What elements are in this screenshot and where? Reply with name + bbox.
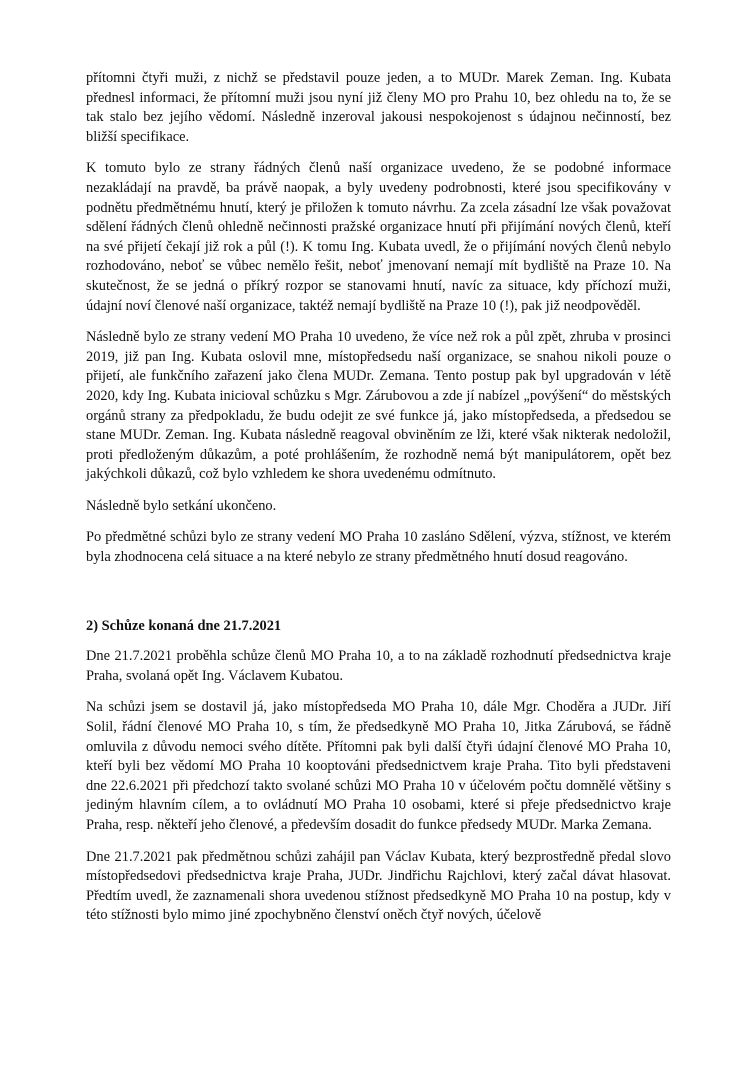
section-heading: 2) Schůze konaná dne 21.7.2021 — [86, 617, 282, 634]
section-spacer — [86, 580, 671, 617]
paragraph: přítomni čtyři muži, z nichž se představil pouze jeden, a to MUDr. Marek Zeman. Ing. Kubata přednesl informaci, že přítomní muži jsou nyní již členy MO pro Prahu 10, bez ohledu na to, že se tak stalo bez jejího vědomí. Následně inzeroval jakousi nespokojenost s údajnou nečinností, bez bližší specifikace. — [86, 70, 671, 145]
paragraph: Následně bylo ze strany vedení MO Praha 10 uvedeno, že více než rok a půl zpět, zhruba v prosinci 2019, již pan Ing. Kubata oslovil mne, místopředsedu naší organizace, se snahou nikoli pouze o přijetí, ale funkčního zařazení jako člena MUDr. Zemana. Tento postup pak byl upgradován v létě 2020, kdy Ing. Kubata inicioval schůzku s Mgr. Zárubovou a zde jí nabízel „povýšení“ do městských orgánů strany za předpokladu, že budu odejit ze své funkce já, jako místopředseda, a předsedou se stane MUDr. Zeman. Ing. Kubata následně reagoval obviněním ze lži, které však nikterak nedoložil, proti předloženým důkazům, a poté prohlášením, že rozhodně nemá být manipulátorem, opět bez jakýchkoli důkazů, což bylo vzhledem ke shora uvedenému odmítnuto. — [86, 329, 671, 483]
paragraph: Na schůzi jsem se dostavil já, jako místopředseda MO Praha 10, dále Mgr. Choděra a JUDr. Jiří Solil, řádní členové MO Praha 10, s tím, že předsedkyně MO Praha 10, Jitka Zárubová, se řádně omluvila z důvodu nemoci svého dítěte. Přítomni pak byli další čtyři údajní členové MO Praha 10, kteří byli bez vědomí MO Praha 10 kooptováni předsednictvem kraje Praha. Tito byli představeni dne 22.6.2021 při předchozí takto svolané schůzi MO Praha 10 v účelovém počtu domnělé většiny s jediným hlavním cílem, a to ovládnutí MO Praha 10 osobami, které si přeje předsednictvo kraje Praha, resp. někteří jeho členové, a především dosadit do funkce předsedy MUDr. Marka Zemana. — [86, 699, 671, 833]
paragraph: Následně bylo setkání ukončeno. — [86, 497, 277, 514]
paragraph: Dne 21.7.2021 pak předmětnou schůzi zahájil pan Václav Kubata, který bezprostředně předal slovo místopředsedovi předsednictva kraje Praha, JUDr. Jindřichu Rajchlovi, který začal dávat hlasovat. Předtím uvedl, že zaznamenali shora uvedenou stížnost předsedkyně MO Praha 10 na postup, kdy v této stížnosti bylo mimo jiné zpochybněno členství oněch čtyř nových, účelově — [86, 848, 671, 924]
paragraph: Dne 21.7.2021 proběhla schůze členů MO Praha 10, a to na základě rozhodnutí předsednictva kraje Praha, svolaná opět Ing. Václavem Kubatou. — [86, 648, 671, 684]
paragraph: Po předmětné schůzi bylo ze strany vedení MO Praha 10 zasláno Sdělení, výzva, stížnost, ve kterém byla zhodnocena celá situace a na které nebylo ze strany předmětného hnutí dosud reagováno. — [86, 529, 671, 566]
paragraph: K tomuto bylo ze strany řádných členů naší organizace uvedeno, že se podobné informace nezakládají na pravdě, ba právě naopak, a byly uvedeny podrobnosti, které jsou specifikovány v podnětu předmětnému hnutí, který je přiložen k tomuto návrhu. Za zcela zásadní lze však považovat sdělení řádných členů ohledně nečinnosti pražské organizace hnutí při přijímání nových členů, kteří na své přijetí čekají již rok a půl (!). K tomu Ing. Kubata uvedl, že o přijímání nových členů nebylo rozhodováno, neboť se vůbec nemělo řešit, neboť jmenovaní nemají mít bydliště na Praze 10. Na skutečnost, že se jedná o příkrý rozpor se stanovami hnutí, navíc za situace, kdy příchozí muži, údajní noví členové naší organizace, taktéž nemají bydliště na Praze 10 (!), pak již neodpověděl. — [86, 160, 671, 314]
